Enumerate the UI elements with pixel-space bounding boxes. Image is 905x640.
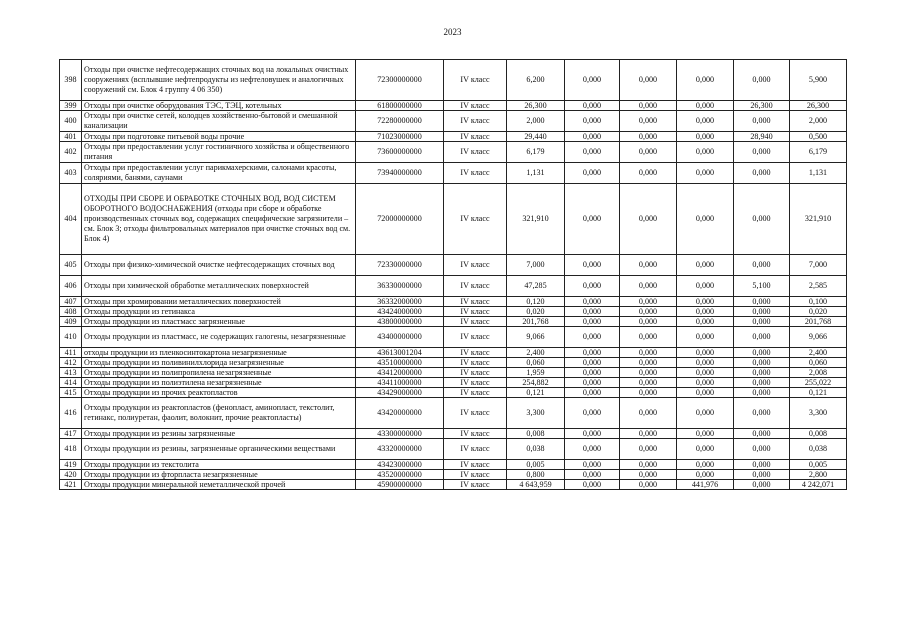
value-cell: 0,008: [507, 429, 565, 439]
value-cell: 0,000: [565, 470, 620, 480]
value-cell: 0,000: [565, 480, 620, 490]
hazard-class: IV класс: [444, 276, 507, 297]
table-row: [60, 276, 847, 297]
table-row: [60, 60, 847, 101]
value-cell: 0,500: [790, 132, 847, 142]
value-cell: 6,200: [507, 60, 565, 101]
value-cell: 2,000: [790, 111, 847, 132]
hazard-class: IV класс: [444, 327, 507, 348]
hazard-class: IV класс: [444, 480, 507, 490]
hazard-class: IV класс: [444, 142, 507, 163]
hazard-class: IV класс: [444, 388, 507, 398]
table-row: [60, 297, 847, 307]
value-cell: 0,000: [565, 307, 620, 317]
value-cell: 0,120: [507, 297, 565, 307]
value-cell: 0,000: [620, 398, 677, 429]
waste-name: Отходы продукции из текстолита: [82, 460, 356, 470]
value-cell: 0,121: [790, 388, 847, 398]
value-cell: 0,020: [507, 307, 565, 317]
waste-name: Отходы продукции из полиэтилена незагрязненные: [82, 378, 356, 388]
hazard-class: IV класс: [444, 111, 507, 132]
row-number: 402: [60, 142, 82, 163]
value-cell: 0,000: [677, 184, 734, 255]
value-cell: 0,000: [565, 111, 620, 132]
hazard-class: IV класс: [444, 429, 507, 439]
waste-name: Отходы продукции из резины загрязненные: [82, 429, 356, 439]
hazard-class: IV класс: [444, 101, 507, 111]
row-number: 421: [60, 480, 82, 490]
fkko-code: 36330000000: [356, 276, 444, 297]
table-row: [60, 480, 847, 490]
value-cell: 5,900: [790, 60, 847, 101]
value-cell: 0,000: [620, 307, 677, 317]
fkko-code: 43320000000: [356, 439, 444, 460]
value-cell: 0,000: [565, 255, 620, 276]
fkko-code: 43510000000: [356, 358, 444, 368]
value-cell: 0,000: [734, 378, 790, 388]
value-cell: 0,000: [734, 439, 790, 460]
value-cell: 0,000: [734, 317, 790, 327]
value-cell: 0,005: [790, 460, 847, 470]
hazard-class: IV класс: [444, 297, 507, 307]
value-cell: 0,000: [677, 317, 734, 327]
value-cell: 2,008: [790, 368, 847, 378]
table-row: [60, 184, 847, 255]
value-cell: 0,000: [734, 184, 790, 255]
row-number: 398: [60, 60, 82, 101]
value-cell: 0,000: [677, 368, 734, 378]
table-row: [60, 132, 847, 142]
value-cell: 0,000: [677, 429, 734, 439]
waste-name: Отходы при очистке сетей, колодцев хозяйственно-бытовой и смешанной канализации: [82, 111, 356, 132]
row-number: 418: [60, 439, 82, 460]
value-cell: 2,585: [790, 276, 847, 297]
waste-name: ОТХОДЫ ПРИ СБОРЕ И ОБРАБОТКЕ СТОЧНЫХ ВОД, ВОД СИСТЕМ ОБОРОТНОГО ВОДОСНАБЖЕНИЯ (отходы при сборе и обработке производственных сточных вод, содержащих специфические загрязнители – см. Блок 3; отходы фильтровальных материалов при очистке сточных вод см. Блок 4): [82, 184, 356, 255]
value-cell: 26,300: [790, 101, 847, 111]
value-cell: 0,000: [677, 276, 734, 297]
row-number: 419: [60, 460, 82, 470]
value-cell: 4 242,071: [790, 480, 847, 490]
waste-name: Отходы при предоставлении услуг парикмахерскими, салонами красоты, соляриями, банями, саунами: [82, 163, 356, 184]
value-cell: 321,910: [507, 184, 565, 255]
waste-name: Отходы при очистке оборудования ТЭС, ТЭЦ, котельных: [82, 101, 356, 111]
hazard-class: IV класс: [444, 470, 507, 480]
hazard-class: IV класс: [444, 368, 507, 378]
row-number: 413: [60, 368, 82, 378]
value-cell: 0,000: [734, 429, 790, 439]
row-number: 414: [60, 378, 82, 388]
value-cell: 0,000: [734, 460, 790, 470]
value-cell: 0,000: [620, 348, 677, 358]
fkko-code: 72330000000: [356, 255, 444, 276]
value-cell: 0,000: [620, 101, 677, 111]
fkko-code: 73940000000: [356, 163, 444, 184]
row-number: 420: [60, 470, 82, 480]
row-number: 409: [60, 317, 82, 327]
fkko-code: 43300000000: [356, 429, 444, 439]
row-number: 399: [60, 101, 82, 111]
table-row: [60, 307, 847, 317]
value-cell: 0,000: [734, 111, 790, 132]
value-cell: 0,000: [620, 480, 677, 490]
value-cell: 0,800: [507, 470, 565, 480]
value-cell: 0,020: [790, 307, 847, 317]
value-cell: 0,000: [677, 255, 734, 276]
value-cell: 0,100: [790, 297, 847, 307]
value-cell: 0,000: [620, 439, 677, 460]
value-cell: 0,000: [734, 60, 790, 101]
value-cell: 0,000: [565, 327, 620, 348]
fkko-code: 71023000000: [356, 132, 444, 142]
value-cell: 0,000: [620, 378, 677, 388]
value-cell: 0,000: [620, 276, 677, 297]
hazard-class: IV класс: [444, 348, 507, 358]
value-cell: 0,000: [565, 297, 620, 307]
value-cell: 0,121: [507, 388, 565, 398]
value-cell: 2,000: [507, 111, 565, 132]
value-cell: 0,000: [620, 470, 677, 480]
value-cell: 0,000: [565, 276, 620, 297]
value-cell: 0,000: [620, 163, 677, 184]
table-row: [60, 439, 847, 460]
row-number: 403: [60, 163, 82, 184]
row-number: 406: [60, 276, 82, 297]
value-cell: 0,000: [677, 163, 734, 184]
value-cell: 441,976: [677, 480, 734, 490]
value-cell: 0,000: [677, 307, 734, 317]
value-cell: 0,038: [507, 439, 565, 460]
value-cell: 29,440: [507, 132, 565, 142]
fkko-code: 43420000000: [356, 398, 444, 429]
table-row: [60, 142, 847, 163]
fkko-code: 61800000000: [356, 101, 444, 111]
value-cell: 1,131: [790, 163, 847, 184]
table-row: [60, 358, 847, 368]
value-cell: 0,000: [734, 142, 790, 163]
row-number: 405: [60, 255, 82, 276]
value-cell: 0,000: [565, 101, 620, 111]
value-cell: 0,000: [677, 460, 734, 470]
value-cell: 0,000: [620, 142, 677, 163]
hazard-class: IV класс: [444, 460, 507, 470]
table-row: [60, 470, 847, 480]
hazard-class: IV класс: [444, 378, 507, 388]
hazard-class: IV класс: [444, 398, 507, 429]
value-cell: 0,000: [565, 163, 620, 184]
table-row: [60, 368, 847, 378]
fkko-code: 43400000000: [356, 327, 444, 348]
hazard-class: IV класс: [444, 255, 507, 276]
table-row: [60, 255, 847, 276]
hazard-class: IV класс: [444, 317, 507, 327]
value-cell: 0,000: [620, 429, 677, 439]
value-cell: 3,300: [507, 398, 565, 429]
value-cell: 4 643,959: [507, 480, 565, 490]
value-cell: 0,000: [620, 368, 677, 378]
waste-name: Отходы продукции из реактопластов (фенопласт, аминопласт, текстолит, гетинакс, полиуретан, фаолит, волокнит, прочие реактопласты): [82, 398, 356, 429]
value-cell: 0,000: [677, 297, 734, 307]
waste-name: Отходы при химической обработке металлических поверхностей: [82, 276, 356, 297]
table-row: [60, 111, 847, 132]
value-cell: 0,000: [734, 348, 790, 358]
value-cell: 0,060: [790, 358, 847, 368]
row-number: 411: [60, 348, 82, 358]
value-cell: 0,000: [734, 470, 790, 480]
value-cell: 0,000: [677, 142, 734, 163]
hazard-class: IV класс: [444, 307, 507, 317]
value-cell: 2,400: [507, 348, 565, 358]
value-cell: 0,000: [565, 142, 620, 163]
value-cell: 0,060: [507, 358, 565, 368]
value-cell: 0,000: [565, 368, 620, 378]
value-cell: 0,000: [565, 398, 620, 429]
value-cell: 9,066: [507, 327, 565, 348]
value-cell: 255,022: [790, 378, 847, 388]
value-cell: 0,000: [565, 429, 620, 439]
value-cell: 0,000: [620, 132, 677, 142]
waste-name: Отходы продукции из поливинилхлорида незагрязненные: [82, 358, 356, 368]
value-cell: 0,000: [677, 358, 734, 368]
waste-name: Отходы продукции минеральной неметаллической прочей: [82, 480, 356, 490]
value-cell: 0,000: [734, 163, 790, 184]
table-row: [60, 101, 847, 111]
fkko-code: 43520000000: [356, 470, 444, 480]
fkko-code: 72300000000: [356, 60, 444, 101]
value-cell: 1,959: [507, 368, 565, 378]
fkko-code: 43800000000: [356, 317, 444, 327]
waste-name: Отходы продукции из гетинакса: [82, 307, 356, 317]
value-cell: 26,300: [507, 101, 565, 111]
value-cell: 0,000: [620, 255, 677, 276]
value-cell: 0,000: [677, 439, 734, 460]
value-cell: 0,000: [620, 327, 677, 348]
fkko-code: 43423000000: [356, 460, 444, 470]
fkko-code: 72280000000: [356, 111, 444, 132]
table-row: [60, 429, 847, 439]
value-cell: 0,000: [734, 255, 790, 276]
value-cell: 0,000: [565, 358, 620, 368]
value-cell: 2,800: [790, 470, 847, 480]
value-cell: 0,000: [677, 327, 734, 348]
waste-name: отходы продукции из пленкосинтокартона незагрязненные: [82, 348, 356, 358]
value-cell: 7,000: [790, 255, 847, 276]
value-cell: 0,000: [677, 101, 734, 111]
row-number: 417: [60, 429, 82, 439]
value-cell: 0,000: [565, 439, 620, 460]
value-cell: 47,285: [507, 276, 565, 297]
fkko-code: 43412000000: [356, 368, 444, 378]
value-cell: 0,038: [790, 439, 847, 460]
hazard-class: IV класс: [444, 439, 507, 460]
row-number: 410: [60, 327, 82, 348]
value-cell: 0,000: [734, 327, 790, 348]
row-number: 404: [60, 184, 82, 255]
value-cell: 0,000: [734, 297, 790, 307]
waste-name: Отходы продукции из полипропилена незагрязненные: [82, 368, 356, 378]
value-cell: 0,000: [620, 184, 677, 255]
table-row: [60, 163, 847, 184]
waste-name: Отходы продукции из фторпласта незагрязненные: [82, 470, 356, 480]
value-cell: 0,000: [565, 348, 620, 358]
waste-name: Отходы продукции из пластмасс загрязненные: [82, 317, 356, 327]
value-cell: 0,000: [734, 307, 790, 317]
row-number: 400: [60, 111, 82, 132]
value-cell: 0,000: [734, 480, 790, 490]
hazard-class: IV класс: [444, 184, 507, 255]
hazard-class: IV класс: [444, 132, 507, 142]
waste-name: Отходы при предоставлении услуг гостиничного хозяйства и общественного питания: [82, 142, 356, 163]
fkko-code: 73600000000: [356, 142, 444, 163]
value-cell: 0,000: [677, 348, 734, 358]
value-cell: 6,179: [790, 142, 847, 163]
row-number: 415: [60, 388, 82, 398]
hazard-class: IV класс: [444, 358, 507, 368]
value-cell: 0,000: [620, 297, 677, 307]
value-cell: 0,000: [677, 388, 734, 398]
table-row: [60, 317, 847, 327]
value-cell: 6,179: [507, 142, 565, 163]
waste-name: Отходы продукции из прочих реактопластов: [82, 388, 356, 398]
value-cell: 0,000: [565, 184, 620, 255]
value-cell: 0,000: [620, 317, 677, 327]
fkko-code: 43613001204: [356, 348, 444, 358]
hazard-class: IV класс: [444, 163, 507, 184]
value-cell: 2,400: [790, 348, 847, 358]
waste-name: Отходы продукции из резины, загрязненные органическими веществами: [82, 439, 356, 460]
table-row: [60, 388, 847, 398]
waste-name: Отходы при физико-химической очистке нефтесодержащих сточных вод: [82, 255, 356, 276]
table-row: [60, 327, 847, 348]
value-cell: 0,000: [734, 398, 790, 429]
value-cell: 28,940: [734, 132, 790, 142]
row-number: 407: [60, 297, 82, 307]
table-row: [60, 398, 847, 429]
value-cell: 0,000: [677, 60, 734, 101]
value-cell: 0,000: [620, 60, 677, 101]
fkko-code: 72000000000: [356, 184, 444, 255]
hazard-class: IV класс: [444, 60, 507, 101]
value-cell: 3,300: [790, 398, 847, 429]
waste-name: Отходы при подготовке питьевой воды прочие: [82, 132, 356, 142]
value-cell: 0,000: [734, 368, 790, 378]
table-row: [60, 348, 847, 358]
value-cell: 0,000: [565, 132, 620, 142]
waste-name: Отходы продукции из пластмасс, не содержащих галогены, незагрязненные: [82, 327, 356, 348]
table-row: [60, 460, 847, 470]
value-cell: 7,000: [507, 255, 565, 276]
row-number: 401: [60, 132, 82, 142]
value-cell: 201,768: [790, 317, 847, 327]
value-cell: 0,000: [565, 388, 620, 398]
row-number: 416: [60, 398, 82, 429]
value-cell: 0,000: [620, 388, 677, 398]
row-number: 412: [60, 358, 82, 368]
fkko-code: 43424000000: [356, 307, 444, 317]
value-cell: 0,000: [565, 378, 620, 388]
value-cell: 0,000: [620, 111, 677, 132]
value-cell: 0,000: [620, 358, 677, 368]
value-cell: 0,000: [677, 378, 734, 388]
waste-name: Отходы при очистке нефтесодержащих сточных вод на локальных очистных сооружениях (всплывшие нефтепродукты из нефтеловушек и аналогичных сооружений см. Блок 4 группу 4 06 350): [82, 60, 356, 101]
value-cell: 0,000: [565, 317, 620, 327]
table-row: [60, 378, 847, 388]
value-cell: 5,100: [734, 276, 790, 297]
value-cell: 9,066: [790, 327, 847, 348]
value-cell: 0,000: [565, 60, 620, 101]
value-cell: 0,005: [507, 460, 565, 470]
value-cell: 0,000: [734, 388, 790, 398]
fkko-code: 43411000000: [356, 378, 444, 388]
value-cell: 0,000: [677, 111, 734, 132]
row-number: 408: [60, 307, 82, 317]
value-cell: 0,000: [620, 460, 677, 470]
fkko-code: 36332000000: [356, 297, 444, 307]
value-cell: 254,882: [507, 378, 565, 388]
value-cell: 321,910: [790, 184, 847, 255]
value-cell: 0,000: [734, 358, 790, 368]
fkko-code: 43429000000: [356, 388, 444, 398]
value-cell: 201,768: [507, 317, 565, 327]
table-body: [60, 60, 847, 490]
fkko-code: 45900000000: [356, 480, 444, 490]
page-number: 2023: [443, 27, 462, 37]
value-cell: 0,000: [565, 460, 620, 470]
value-cell: 0,000: [677, 132, 734, 142]
waste-table: [59, 59, 847, 490]
value-cell: 26,300: [734, 101, 790, 111]
value-cell: 0,000: [677, 470, 734, 480]
value-cell: 1,131: [507, 163, 565, 184]
waste-name: Отходы при хромировании металлических поверхностей: [82, 297, 356, 307]
value-cell: 0,008: [790, 429, 847, 439]
value-cell: 0,000: [677, 398, 734, 429]
